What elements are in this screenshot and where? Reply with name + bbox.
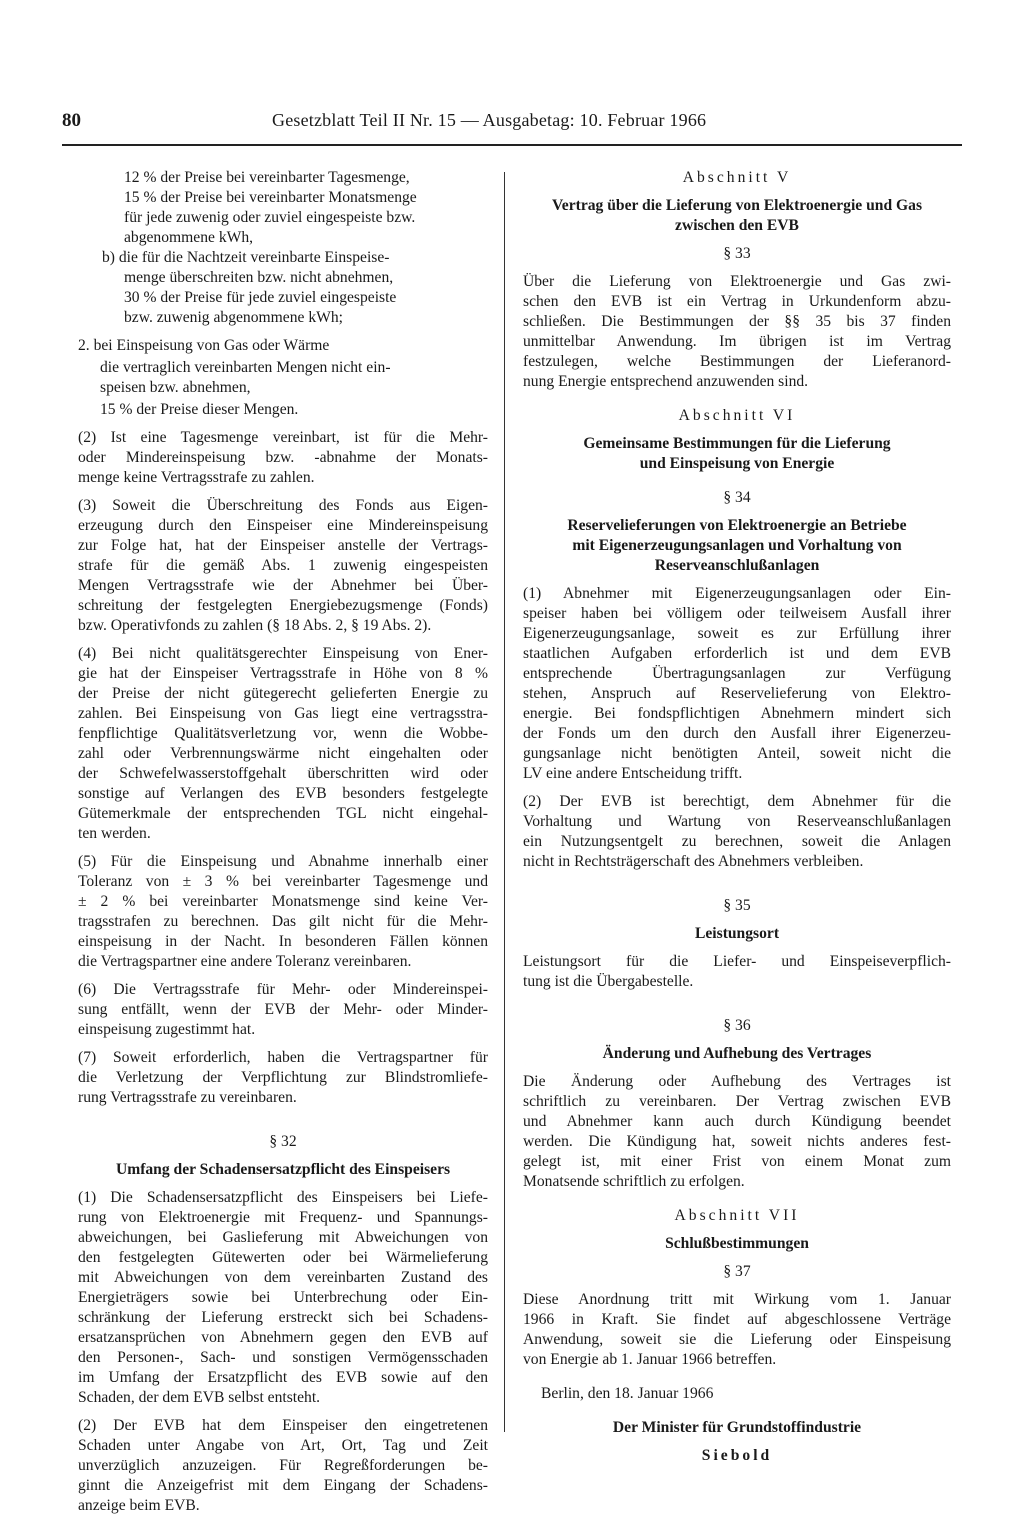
text-line: 2. bei Einspeisung von Gas oder Wärme — [78, 337, 330, 354]
text-line: einspeisung in der Nacht. In besonderen Fällen können — [78, 933, 488, 950]
text-line: abgenommene kWh, — [124, 229, 254, 246]
text-line: zahlen. Bei Einspeisung von Gas liegt eine vertragsstra- — [78, 705, 488, 722]
text-line: bzw. Operativfonds zu zahlen (§ 18 Abs. 2, § 19 Abs. 2). — [78, 617, 432, 634]
paragraph-5 — [78, 852, 488, 972]
text-line: Monatsende schriftlich zu erfolgen. — [523, 1173, 745, 1190]
section-35-title: Leistungsort — [694, 925, 780, 942]
text-line: Gütemerkmale der entsprechenden TGL nicht eingehal- — [78, 805, 488, 822]
text-line: für jede zuwenig oder zuviel eingespeiste bzw. — [124, 209, 416, 226]
text-line: tung ist die Übergabestelle. — [523, 973, 694, 990]
text-line: fenpflichtige Qualitätsverletzung vor, wenn die Wobbe- — [78, 725, 488, 742]
section-number-32: § 32 — [269, 1133, 297, 1150]
text-line: LV eine andere Entscheidung trifft. — [523, 765, 743, 782]
text-line: (6) Die Vertragsstrafe für Mehr- oder Mindereinspei- — [78, 981, 488, 998]
section-32-paragraph-2 — [78, 1416, 488, 1516]
text-line: ginnt die Anzeigefrist mit dem Eingang der Schadens- — [78, 1477, 488, 1494]
text-line: staatlichen Aufgaben erforderlich ist und dem EVB — [523, 645, 951, 662]
text-line: bzw. zuwenig abgenommene kWh; — [124, 309, 343, 326]
text-line: ten werden. — [78, 825, 151, 842]
text-line: Eigenerzeugungsanlage, soweit es zur Erfüllung ihrer — [523, 625, 951, 642]
signer-name: Siebold — [701, 1447, 773, 1464]
page-header — [62, 104, 962, 146]
column-divider — [504, 172, 505, 1432]
text-line: oder Mindereinspeisung bzw. -abnahme der Monats- — [78, 449, 488, 466]
text-line: Über die Lieferung von Elektroenergie und Gas zwi- — [523, 273, 951, 290]
left-column — [78, 168, 488, 1516]
text-line: b) die für die Nachtzeit vereinbarte Einspeise- — [102, 249, 390, 266]
text-line: im Umfang der Ersatzpflicht des EVB sowie auf den — [78, 1369, 488, 1386]
section-34-title-line: Reservelieferungen von Elektroenergie an Betriebe — [567, 517, 907, 534]
section-number-36: § 36 — [723, 1017, 751, 1034]
text-line: Leistungsort für die Liefer- und Einspeiseverpflich- — [523, 953, 951, 970]
item-b — [78, 248, 488, 328]
abschnitt-vi-title-line: Gemeinsame Bestimmungen für die Lieferung — [583, 435, 891, 452]
text-line: ± 2 % bei vereinbarter Monatsmenge sind keine Ver- — [78, 893, 488, 910]
place-and-date: Berlin, den 18. Januar 1966 — [541, 1385, 714, 1402]
text-line: gungsanlage nicht benötigten Anteil, soweit nicht die — [523, 745, 951, 762]
text-line: energie. Bei fondspflichtigen Abnehmern mindert sich — [523, 705, 951, 722]
section-37-text — [523, 1290, 951, 1370]
text-line: (2) Der EVB ist berechtigt, dem Abnehmer für die — [523, 793, 951, 810]
section-35-text — [523, 952, 951, 992]
text-line: die Verletzung der Verpflichtung zur Blindstromliefe- — [78, 1069, 488, 1086]
text-line: schreitung der festgelegten Energiebezugsmenge (Fonds) — [78, 597, 488, 614]
text-line: 15 % der Preise bei vereinbarter Monatsmenge — [124, 189, 417, 206]
text-line: 1966 in Kraft. Sie findet auf abgeschlossene Verträge — [523, 1311, 951, 1328]
text-line: strafe für die gemäß Abs. 1 zuwenig eingespeisten — [78, 557, 488, 574]
text-line: schränkung der Lieferung erstreckt sich bei Schadens- — [78, 1309, 488, 1326]
text-line: einspeisung zugestimmt hat. — [78, 1021, 256, 1038]
section-33-text — [523, 272, 951, 392]
text-line: erzeugung durch den Einspeiser eine Mindereinspeisung — [78, 517, 488, 534]
text-line: zahl oder Verbrennungswärme nicht eingehalten oder — [78, 745, 488, 762]
text-line: Die Änderung oder Aufhebung des Vertrages ist — [523, 1073, 951, 1090]
text-line: menge überschreiten bzw. nicht abnehmen, — [124, 269, 394, 286]
text-line: nung Energie entsprechend anzuwenden sind. — [523, 373, 809, 390]
text-line: anzeige beim EVB. — [78, 1497, 200, 1514]
section-34-title-line: Reserveanschlußanlagen — [654, 557, 820, 574]
paragraph-4 — [78, 644, 488, 844]
text-line: mit Abweichungen von dem vereinbarten Zustand des — [78, 1269, 488, 1286]
page-number: 80 — [62, 110, 81, 131]
abschnitt-v-heading: Abschnitt V — [682, 169, 792, 186]
text-line: Schaden unter Angabe von Art, Ort, Tag und Zeit — [78, 1437, 488, 1454]
text-line: schriftlich zu vereinbaren. Der Vertrag zwischen EVB — [523, 1093, 951, 1110]
text-line: gelegt ist, mit einer Frist von einem Monat zum — [523, 1153, 951, 1170]
paragraph-7 — [78, 1048, 488, 1108]
abschnitt-v-title-line: Vertrag über die Lieferung von Elektroenergie und Gas — [551, 197, 923, 214]
text-line: Energieträgers sowie bei Unterbrechung oder Ein- — [78, 1289, 488, 1306]
abschnitt-vi-heading: Abschnitt VI — [678, 407, 796, 424]
text-line: sung entfällt, wenn der EVB der Mehr- oder Minder- — [78, 1001, 488, 1018]
section-number-35: § 35 — [723, 897, 751, 914]
paragraph-2 — [78, 428, 488, 488]
text-line: menge keine Vertragsstrafe zu zahlen. — [78, 469, 315, 486]
text-line: Toleranz von ± 3 % bei vereinbarter Tagesmenge und — [78, 873, 488, 890]
text-line: rung Vertragsstrafe zu vereinbaren. — [78, 1089, 297, 1106]
text-line: schließen. Die Bestimmungen der §§ 35 bis 37 finden — [523, 313, 951, 330]
text-line: Mengen Vertragsstrafe wie der Abnehmer bei Über- — [78, 577, 488, 594]
text-line: (3) Soweit die Überschreitung des Fonds aus Eigen- — [78, 497, 488, 514]
text-line: (7) Soweit erforderlich, haben die Vertragspartner für — [78, 1049, 488, 1066]
text-line: (4) Bei nicht qualitätsgerechter Einspeisung von Ener- — [78, 645, 488, 662]
text-line: zur Folge hat, hat der Einspeiser anstelle der Vertrags- — [78, 537, 488, 554]
text-line: gie hat der Einspeiser Vertragsstrafe in Höhe von 8 % — [78, 665, 488, 682]
text-line: und Abnehmer kann auch durch Kündigung beendet — [523, 1113, 951, 1130]
text-line: festzulegen, welche Bestimmungen der Lieferanord- — [523, 353, 951, 370]
abschnitt-v-title-line: zwischen den EVB — [675, 217, 799, 234]
text-line: (2) Ist eine Tagesmenge vereinbart, ist für die Mehr- — [78, 429, 488, 446]
text-line: ein Nutzungsentgelt zu berechnen, soweit die Anlagen — [523, 833, 951, 850]
section-number-33: § 33 — [723, 245, 751, 262]
section-34-paragraph-1 — [523, 584, 951, 784]
text-line: (1) Abnehmer mit Eigenerzeugungsanlagen oder Ein- — [523, 585, 951, 602]
text-line: entsprechende Übertragungsanlagen zur Verfügung — [523, 665, 951, 682]
text-line: (2) Der EVB hat dem Einspeiser den eingetretenen — [78, 1417, 488, 1434]
text-line: von Energie ab 1. Januar 1966 betreffen. — [523, 1351, 777, 1368]
signer-title: Der Minister für Grundstoffindustrie — [612, 1419, 862, 1436]
text-line: den festgelegten Gütewerten oder bei Wärmelieferung — [78, 1249, 488, 1266]
text-line: die vertraglich vereinbarten Mengen nicht ein- — [100, 359, 391, 376]
section-number-34: § 34 — [723, 489, 751, 506]
text-line: Vorhaltung und Wartung von Reserveanschlußanlagen — [523, 813, 951, 830]
abschnitt-vi-title-line: und Einspeisung von Energie — [639, 455, 835, 472]
text-line: (1) Die Schadensersatzpflicht des Einspeisers bei Liefe- — [78, 1189, 488, 1206]
gazette-title: Gesetzblatt Teil II Nr. 15 — Ausgabetag: 10. Februar 1966 — [272, 110, 707, 130]
section-34-title-line: mit Eigenerzeugungsanlagen und Vorhaltung von — [572, 537, 902, 554]
text-line: ersatzansprüchen von Abnehmern gegen den EVB auf — [78, 1329, 488, 1346]
text-line: Anwendung, soweit sie die Lieferung oder Einspeisung — [523, 1331, 951, 1348]
text-line: der Preise der nicht gütegerecht gelieferten Energie zu — [78, 685, 488, 702]
text-line: Schaden, der dem EVB selbst entsteht. — [78, 1389, 321, 1406]
text-line: den Personen-, Sach- und sonstigen Vermögensschaden — [78, 1349, 488, 1366]
text-line: tragsstrafen zu berechnen. Das gilt nicht für die Mehr- — [78, 913, 488, 930]
text-line: werden. Die Kündigung hat, soweit nichts anderes fest- — [523, 1133, 951, 1150]
item-2 — [78, 336, 488, 420]
paragraph-3 — [78, 496, 488, 636]
section-34-paragraph-2 — [523, 792, 951, 872]
text-line: 15 % der Preise dieser Mengen. — [100, 401, 299, 418]
right-column — [523, 168, 951, 1466]
section-36-text — [523, 1072, 951, 1192]
text-line: nicht in Rechtsträgerschaft des Abnehmers verbleiben. — [523, 853, 864, 870]
item-a-continuation — [78, 168, 488, 248]
text-line: Diese Anordnung tritt mit Wirkung vom 1. Januar — [523, 1291, 951, 1308]
section-32-paragraph-1 — [78, 1188, 488, 1408]
text-line: 12 % der Preise bei vereinbarter Tagesmenge, — [124, 169, 410, 186]
text-line: schen den EVB ist ein Vertrag in Urkundenform abzu- — [523, 293, 951, 310]
text-line: 30 % der Preise für jede zuviel eingespeiste — [124, 289, 397, 306]
text-line: der Schwefelwasserstoffgehalt überschritten wird oder — [78, 765, 488, 782]
section-number-37: § 37 — [723, 1263, 751, 1280]
text-line: speiser haben bei völligem oder teilweisem Ausfall ihrer — [523, 605, 951, 622]
text-line: sonstige auf Verlangen des EVB besonders festgelegte — [78, 785, 488, 802]
text-line: rung von Elektroenergie mit Frequenz- und Spannungs- — [78, 1209, 488, 1226]
paragraph-6 — [78, 980, 488, 1040]
abschnitt-vii-title: Schlußbestimmungen — [665, 1235, 809, 1252]
text-line: stehen, Anspruch auf Reservelieferung von Elektro- — [523, 685, 951, 702]
text-line: der Fonds um den durch den Ausfall ihrer Eigenerzeu- — [523, 725, 951, 742]
text-line: (5) Für die Einspeisung und Abnahme innerhalb einer — [78, 853, 488, 870]
text-line: abweichungen, bei Gaslieferung mit Abweichungen von — [78, 1229, 488, 1246]
section-36-title: Änderung und Aufhebung des Vertrages — [602, 1045, 872, 1062]
text-line: die Vertragspartner eine andere Toleranz vereinbaren. — [78, 953, 412, 970]
section-title-32: Umfang der Schadensersatzpflicht des Einspeisers — [115, 1161, 451, 1178]
abschnitt-vii-heading: Abschnitt VII — [674, 1207, 800, 1224]
text-line: unverzüglich anzuzeigen. Für Regreßforderungen be- — [78, 1457, 488, 1474]
text-line: speisen bzw. abnehmen, — [100, 379, 251, 396]
text-line: unmittelbar Anwendung. Im übrigen ist im Vertrag — [523, 333, 951, 350]
